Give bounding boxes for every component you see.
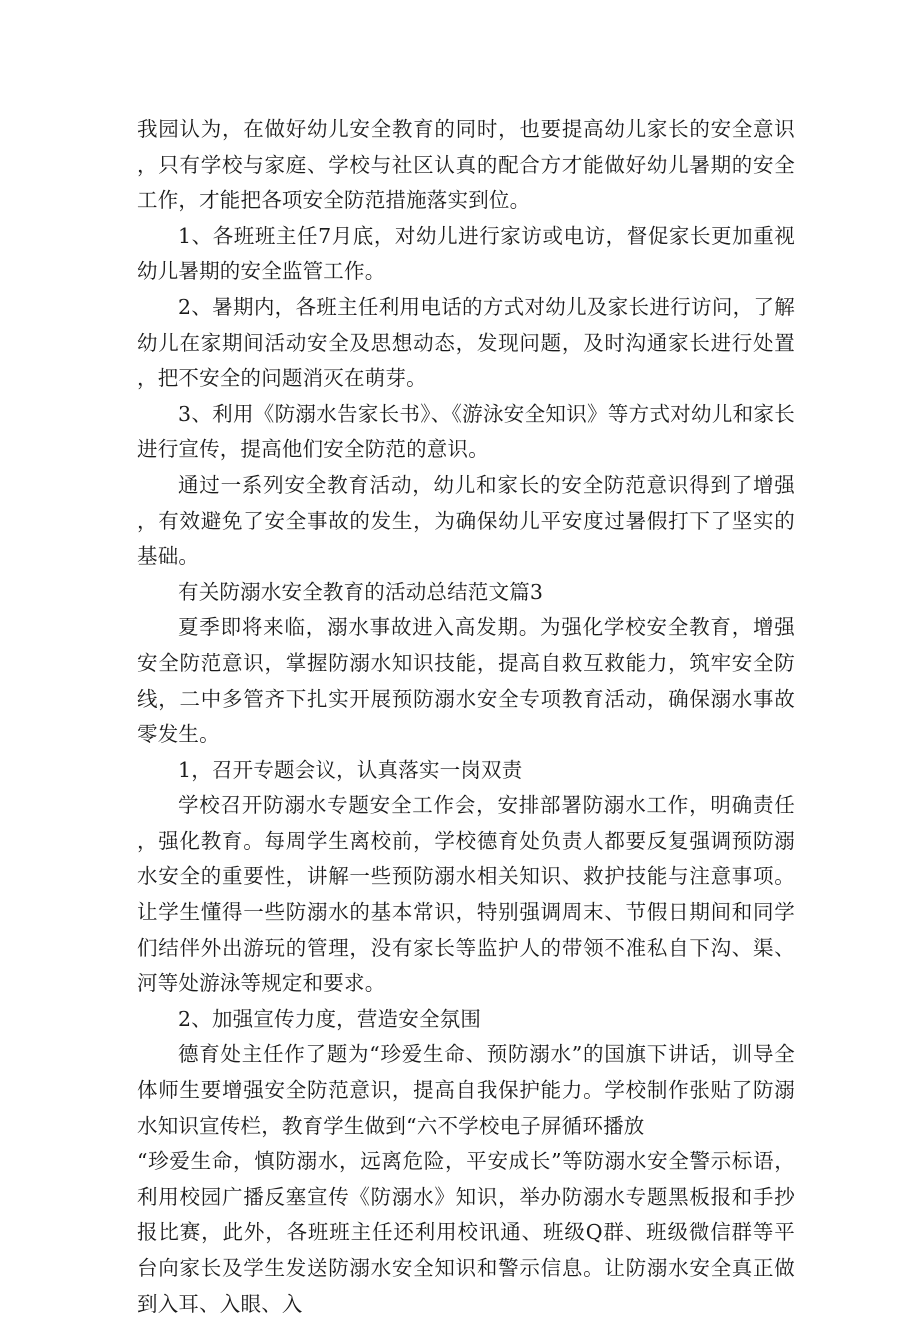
subsection-heading: 1，召开专题会议，认真落实一岗双责 (178, 757, 523, 782)
section-heading: 有关防溺水安全教育的活动总结范文篇3 (178, 579, 544, 604)
subsection-heading: 2、加强宣传力度，营造安全氛围 (178, 1006, 482, 1031)
paragraph: “珍爱生命，慎防溺水，远离危险，平安成长”等防溺水安全警示标语，利用校园广播反塞宣传《防溺水》知识，举办防溺水专题黑板报和手抄报比赛，此外，各班班主任还利用校讯通、班级Q群、班级微信群等平台向家长及学生发送防溺水安全知识和警示信息。让防溺水安全真正做到入耳、入眼、入 (137, 1149, 795, 1316)
paragraph: 德育处主任作了题为“珍爱生命、预防溺水”的国旗下讲话，训导全体师生要增强安全防范意识，提高自我保护能力。学校制作张贴了防溺水知识宣传栏，教育学生做到“六不学校电子屏循环播放 (137, 1042, 795, 1138)
paragraph: 3、利用《防溺水告家长书》、《游泳安全知识》等方式对幼儿和家长进行宣传，提高他们安全防范的意识。 (137, 401, 795, 462)
paragraph: 夏季即将来临，溺水事故进入高发期。为强化学校安全教育，增强安全防范意识，掌握防溺水知识技能，提高自救互救能力，筑牢安全防线，二中多管齐下扎实开展预防溺水安全专项教育活动，确保溺水事故零发生。 (137, 615, 795, 747)
paragraph: 2、暑期内，各班主任利用电话的方式对幼儿及家长进行访问，了解幼儿在家期间活动安全及思想动态，发现问题，及时沟通家长进行处置，把不安全的问题消灭在萌芽。 (137, 294, 795, 391)
paragraph: 1、各班班主任7月底，对幼儿进行家访或电访，督促家长更加重视幼儿暑期的安全监管工作。 (137, 223, 795, 284)
paragraph: 通过一系列安全教育活动，幼儿和家长的安全防范意识得到了增强，有效避免了安全事故的发生，为确保幼儿平安度过暑假打下了坚实的基础。 (137, 472, 795, 569)
paragraph: 学校召开防溺水专题安全工作会，安排部署防溺水工作，明确责任，强化教育。每周学生离校前，学校德育处负责人都要反复强调预防溺水安全的重要性，讲解一些预防溺水相关知识、救护技能与注意事项。让学生懂得一些防溺水的基本常识，特别强调周末、节假日期间和同学们结伴外出游玩的管理，没有家长等监护人的带领不准私自下沟、渠、河等处游泳等规定和要求。 (137, 793, 795, 996)
document-body (137, 112, 795, 1322)
paragraph: 我园认为，在做好幼儿安全教育的同时，也要提高幼儿家长的安全意识，只有学校与家庭、学校与社区认真的配合方才能做好幼儿暑期的安全工作，才能把各项安全防范措施落实到位。 (137, 117, 795, 213)
